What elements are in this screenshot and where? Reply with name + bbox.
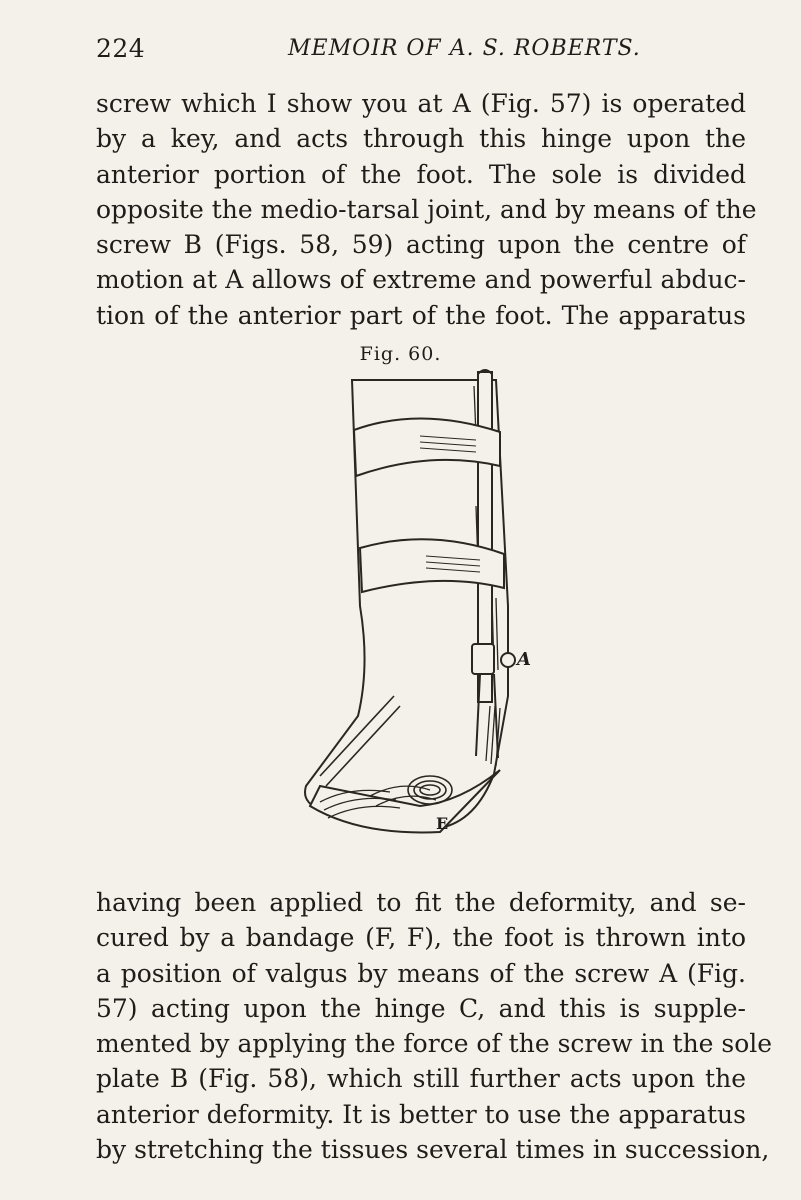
text-line: mented by applying the force of the screw in the sole bbox=[96, 1029, 773, 1059]
text-line: by a key, and acts through this hinge upon the bbox=[96, 124, 746, 154]
ankle-hinge bbox=[472, 644, 494, 674]
paragraph-top bbox=[96, 86, 757, 333]
running-title: MEMOIR OF A. S. ROBERTS. bbox=[288, 36, 641, 61]
text-line: tion of the anterior part of the foot. The apparatus bbox=[96, 300, 746, 330]
figure-caption: Fig. 60. bbox=[359, 343, 442, 365]
figure-label-e: E bbox=[436, 814, 449, 833]
text-line: opposite the medio-tarsal joint, and by means of the bbox=[96, 194, 757, 224]
page-number: 224 bbox=[96, 34, 146, 63]
text-line: cured by a bandage (F, F), the foot is thrown into bbox=[96, 923, 746, 953]
figure-60-leg-brace bbox=[300, 366, 530, 866]
text-line: screw which I show you at A (Fig. 57) is operated bbox=[96, 89, 746, 118]
text-line: 57) acting upon the hinge C, and this is supple- bbox=[96, 993, 746, 1023]
page-header bbox=[96, 34, 746, 66]
text-line: screw B (Figs. 58, 59) acting upon the centre of bbox=[96, 230, 746, 260]
text-line: motion at A allows of extreme and powerful abduc- bbox=[96, 265, 746, 295]
text-line: having been applied to fit the deformity, and se- bbox=[96, 888, 746, 917]
figure-label-a: A bbox=[517, 649, 531, 670]
text-line: plate B (Fig. 58), which still further acts upon the bbox=[96, 1064, 746, 1094]
hinge-screw bbox=[501, 653, 515, 667]
text-line: a position of valgus by means of the screw A (Fig. bbox=[96, 958, 746, 988]
leg-brace-illustration bbox=[300, 366, 530, 866]
text-line: anterior deformity. It is better to use the apparatus bbox=[96, 1099, 746, 1129]
text-line: anterior portion of the foot. The sole is divided bbox=[96, 159, 746, 189]
text-line: by stretching the tissues several times in succession, bbox=[96, 1135, 770, 1165]
paragraph-bottom bbox=[96, 885, 773, 1167]
